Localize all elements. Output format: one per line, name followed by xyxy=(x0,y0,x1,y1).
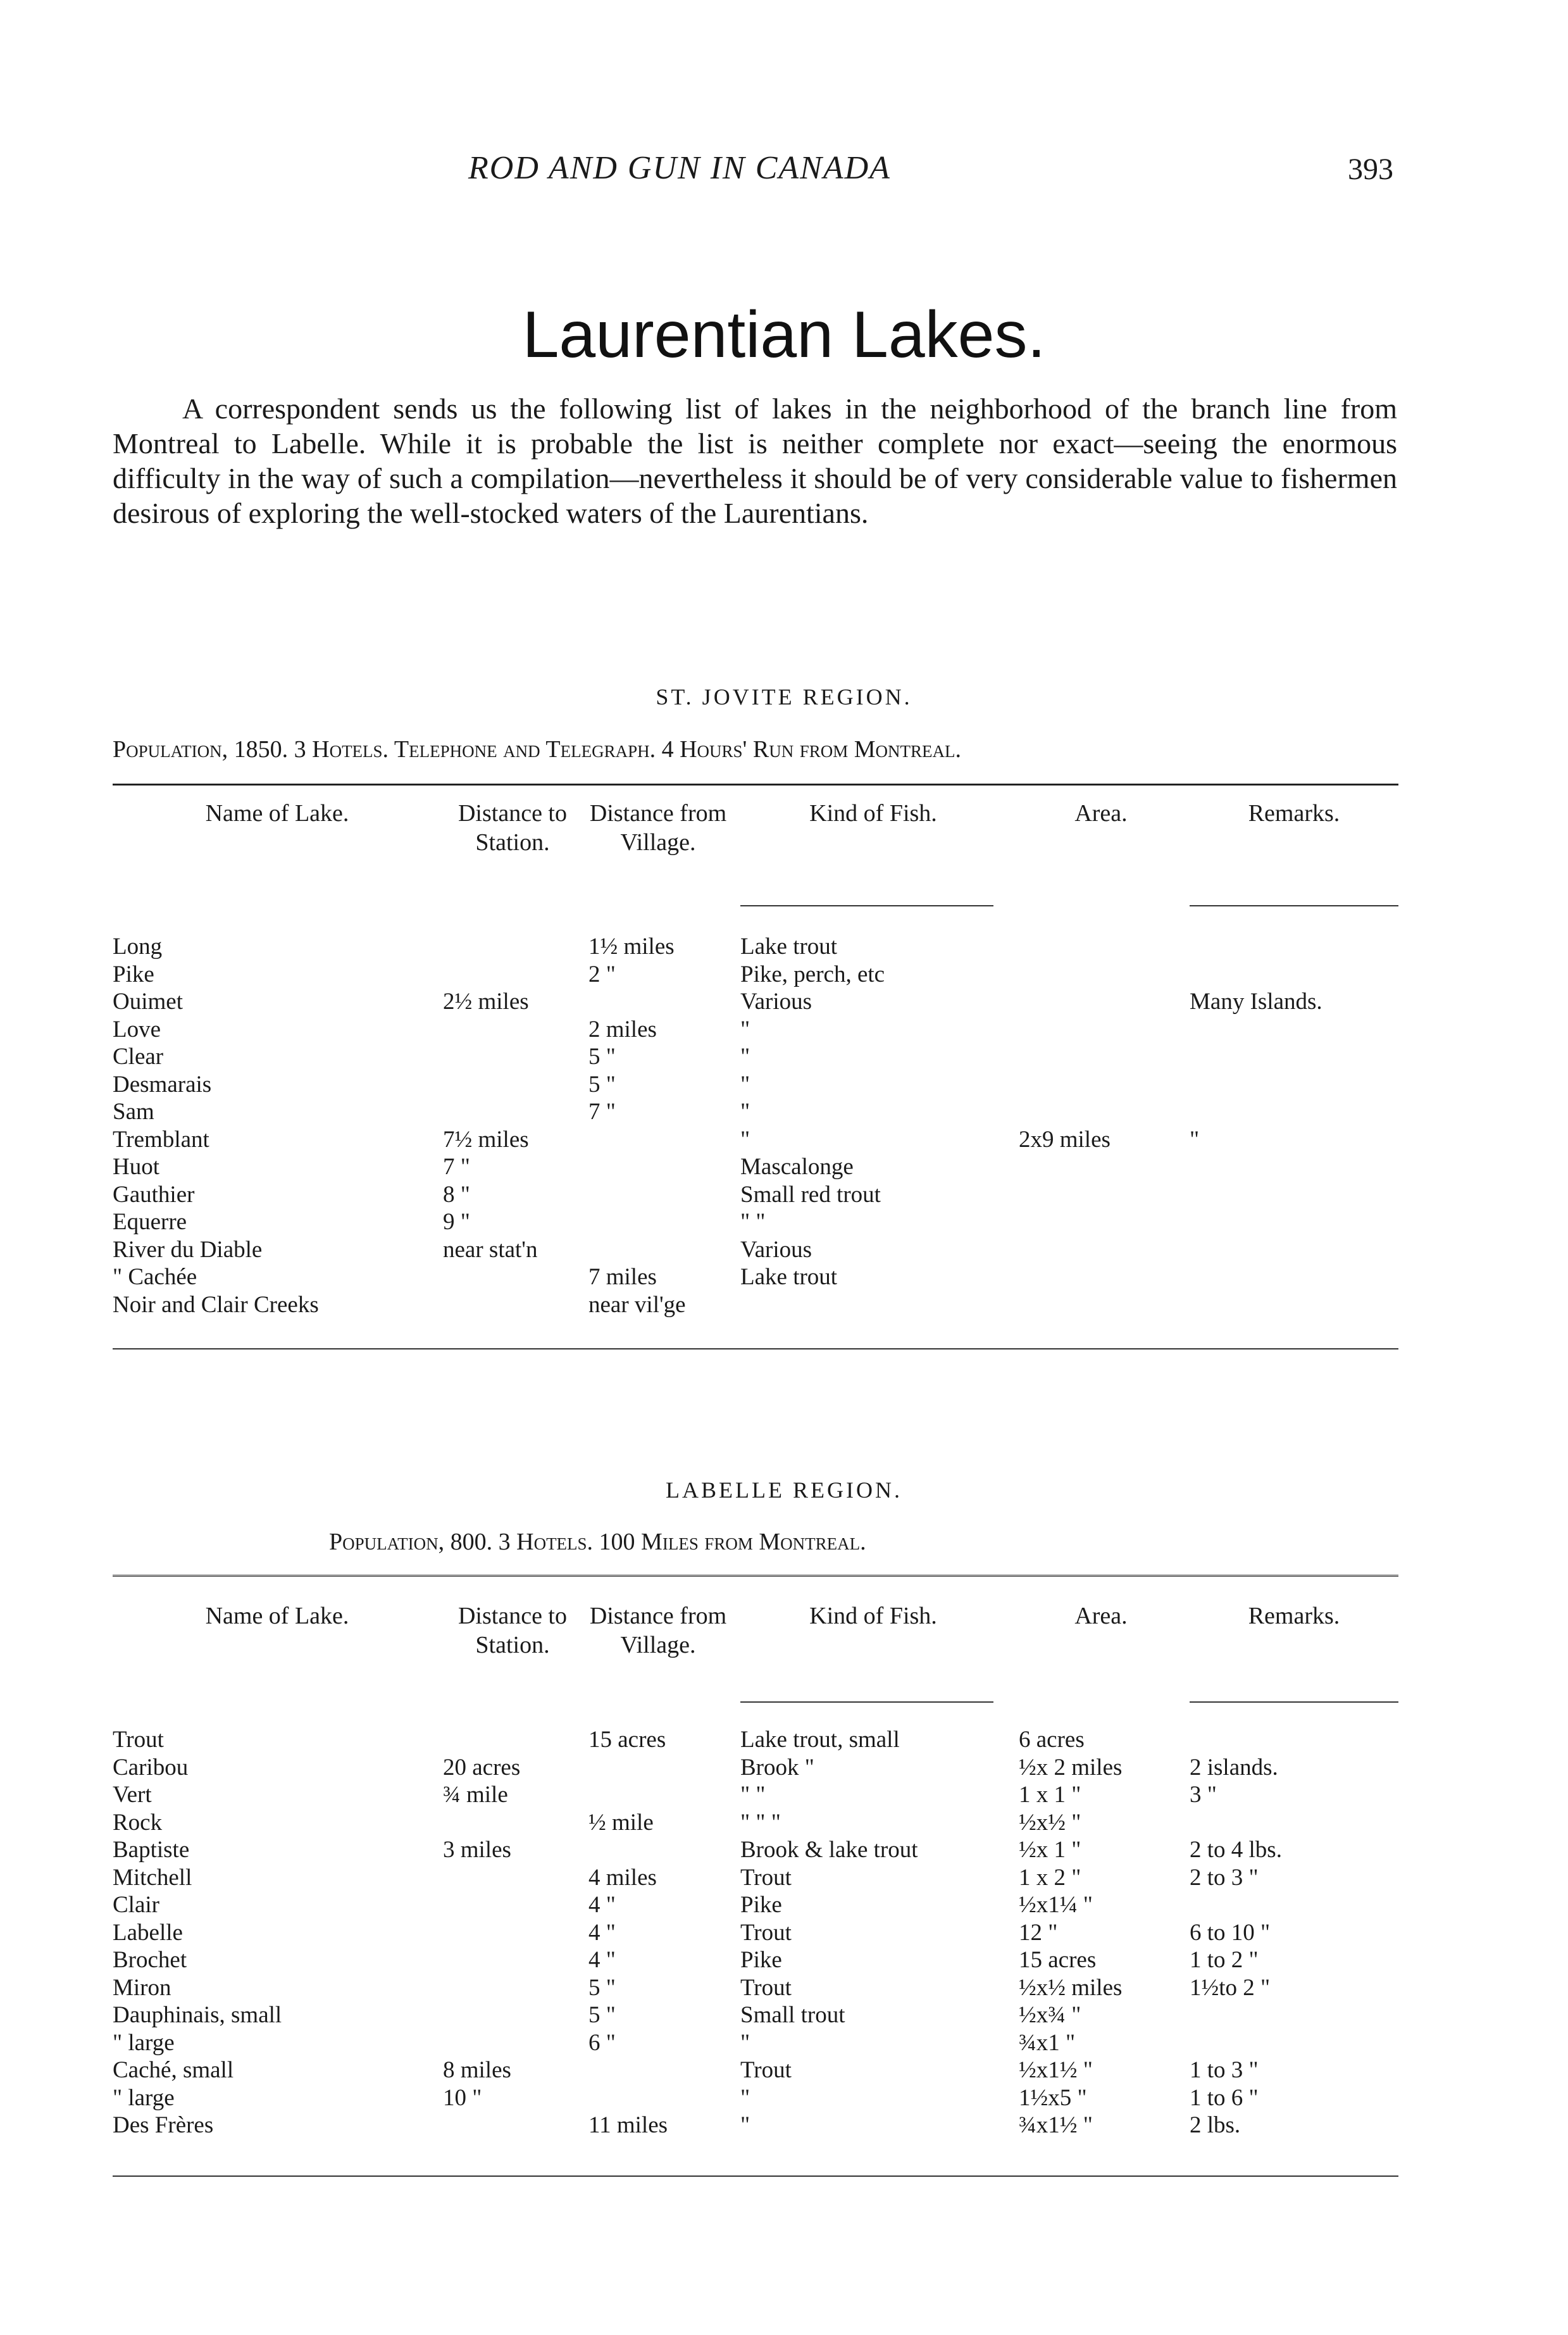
table-row xyxy=(0,2001,1568,2029)
table-row xyxy=(0,1754,1568,1782)
table-row xyxy=(0,1946,1568,1974)
table-cell-village: 6 " xyxy=(588,2029,616,2056)
table-cell-fish: Mascalonge xyxy=(740,1154,854,1180)
table-cell-remarks: 2 lbs. xyxy=(1190,2112,1241,2138)
table-cell-area: ¾x1 " xyxy=(1019,2029,1076,2056)
header-underline xyxy=(1190,1701,1398,1703)
st-jovite-region-info: Population, 1850. 3 Hotels. Telephone and Telegraph. 4 Hours' Run from Montreal. xyxy=(113,736,962,763)
table-cell-village: 5 " xyxy=(588,1044,616,1070)
table-bottom-rule xyxy=(113,2175,1398,2177)
table-cell-name: Miron xyxy=(113,1974,171,2001)
table-row xyxy=(0,1974,1568,2002)
table-cell-fish: " xyxy=(740,2112,750,2138)
table-cell-fish: Brook " xyxy=(740,1754,814,1781)
table-cell-fish: " " " xyxy=(740,1809,781,1836)
column-header: Distance from Village. xyxy=(589,1603,727,1658)
table-row xyxy=(0,2029,1568,2057)
table-cell-village: 7 miles xyxy=(588,1264,657,1290)
table-cell-village: 5 " xyxy=(588,2002,616,2028)
table-cell-fish: Brook & lake trout xyxy=(740,1837,918,1863)
table-row xyxy=(0,1291,1568,1319)
table-cell-name: River du Diable xyxy=(113,1236,263,1263)
table-cell-area: 12 " xyxy=(1019,1919,1058,1946)
table-cell-village: 4 " xyxy=(588,1919,616,1946)
table-cell-name: Rock xyxy=(113,1809,163,1836)
table-cell-area: 1 x 1 " xyxy=(1019,1782,1081,1808)
table-cell-village: 15 acres xyxy=(588,1727,666,1753)
table-cell-remarks: 1 to 6 " xyxy=(1190,2084,1259,2111)
st-jovite-region-title: ST. JOVITE REGION. xyxy=(656,684,912,710)
table-row xyxy=(0,1891,1568,1919)
table-cell-station: near stat'n xyxy=(443,1236,538,1263)
table-row xyxy=(0,1263,1568,1291)
table-cell-area: ½x½ " xyxy=(1019,1809,1081,1836)
column-header: Remarks. xyxy=(1248,800,1340,827)
table-cell-station: 7 " xyxy=(443,1154,470,1180)
table-row xyxy=(0,1126,1568,1154)
table-cell-name: Mitchell xyxy=(113,1864,192,1891)
table-cell-fish: Trout xyxy=(740,1919,792,1946)
labelle-region-title: LABELLE REGION. xyxy=(666,1477,902,1503)
table-cell-village: 5 " xyxy=(588,1071,616,1098)
table-cell-station: 20 acres xyxy=(443,1754,521,1781)
table-cell-village: 4 " xyxy=(588,1947,616,1973)
column-header: Kind of Fish. xyxy=(809,1603,937,1629)
table-cell-remarks: " xyxy=(1190,1126,1200,1153)
table-cell-area: 15 acres xyxy=(1019,1947,1097,1973)
table-row xyxy=(0,1836,1568,1864)
table-cell-area: 2x9 miles xyxy=(1019,1126,1111,1153)
table-cell-remarks: Many Islands. xyxy=(1190,989,1322,1015)
column-header: Area. xyxy=(1074,800,1128,827)
table-cell-village: 2 " xyxy=(588,961,616,987)
table-cell-fish: Various xyxy=(740,1236,812,1263)
table-row xyxy=(0,1726,1568,1754)
table-cell-name: Vert xyxy=(113,1782,152,1808)
table-cell-remarks: 2 to 3 " xyxy=(1190,1864,1259,1891)
table-row xyxy=(0,933,1568,961)
table-cell-fish: Various xyxy=(740,989,812,1015)
table-cell-name: Des Frères xyxy=(113,2112,214,2138)
table-cell-name: Desmarais xyxy=(113,1071,212,1098)
column-header: Distance to Station. xyxy=(457,1603,567,1658)
table-cell-station: 8 miles xyxy=(443,2057,511,2083)
table-cell-remarks: 2 islands. xyxy=(1190,1754,1278,1781)
intro-paragraph: A correspondent sends us the following list of lakes in the neighborhood of the branch line from Montreal to Labelle. While it is probable the list is neither complete nor exact—seeing the enormous difficulty in the way of such a compilation—nevertheless it should be of very considerable value to fishermen desirous of exploring the well-stocked waters of the Laurentians. xyxy=(113,392,1397,529)
table-cell-name: Caché, small xyxy=(113,2057,234,2083)
table-top-rule xyxy=(113,784,1398,786)
table-cell-area: ½x1¼ " xyxy=(1019,1892,1093,1918)
table-row xyxy=(0,1071,1568,1099)
table-cell-village: 7 " xyxy=(588,1099,616,1125)
table-cell-fish: Lake trout, small xyxy=(740,1727,900,1753)
table-cell-village: 1½ miles xyxy=(588,934,675,960)
table-cell-fish: " xyxy=(740,2084,750,2111)
column-header: Name of Lake. xyxy=(205,800,349,827)
table-cell-area: ½x 2 miles xyxy=(1019,1754,1123,1781)
table-cell-village: near vil'ge xyxy=(588,1291,686,1318)
table-cell-fish: Pike xyxy=(740,1892,782,1918)
table-cell-name: Tremblant xyxy=(113,1126,209,1153)
table-cell-name: Gauthier xyxy=(113,1181,195,1208)
table-cell-village: ½ mile xyxy=(588,1809,654,1836)
table-cell-station: ¾ mile xyxy=(443,1782,508,1808)
table-cell-fish: Lake trout xyxy=(740,1264,838,1290)
table-cell-area: ½x½ miles xyxy=(1019,1974,1123,2001)
table-cell-name: Clear xyxy=(113,1044,164,1070)
table-cell-name: Trout xyxy=(113,1727,164,1753)
table-bottom-rule xyxy=(113,1348,1398,1349)
table-cell-station: 7½ miles xyxy=(443,1126,529,1153)
table-cell-name: " large xyxy=(113,2029,175,2056)
table-row xyxy=(0,2112,1568,2139)
table-row xyxy=(0,988,1568,1016)
table-cell-station: 10 " xyxy=(443,2084,482,2111)
table-cell-fish: Trout xyxy=(740,1974,792,2001)
running-title: ROD AND GUN IN CANADA xyxy=(468,150,891,186)
table-cell-area: ½x¾ " xyxy=(1019,2002,1081,2028)
table-cell-village: 4 miles xyxy=(588,1864,657,1891)
table-row xyxy=(0,1016,1568,1044)
table-cell-fish: Trout xyxy=(740,2057,792,2083)
column-header: Remarks. xyxy=(1248,1603,1340,1629)
table-cell-name: Equerre xyxy=(113,1209,187,1235)
table-cell-remarks: 3 " xyxy=(1190,1782,1217,1808)
table-cell-station: 8 " xyxy=(443,1181,470,1208)
table-cell-area: ¾x1½ " xyxy=(1019,2112,1093,2138)
table-cell-name: Long xyxy=(113,934,163,960)
table-row xyxy=(0,1919,1568,1947)
table-cell-fish: " " xyxy=(740,1782,766,1808)
table-cell-fish: " xyxy=(740,1099,750,1125)
table-cell-name: Ouimet xyxy=(113,989,183,1015)
table-cell-remarks: 2 to 4 lbs. xyxy=(1190,1837,1282,1863)
table-cell-fish: " xyxy=(740,1016,750,1042)
table-cell-name: " large xyxy=(113,2084,175,2111)
running-head xyxy=(0,149,1568,200)
table-cell-village: 2 miles xyxy=(588,1016,657,1042)
table-cell-fish: Small red trout xyxy=(740,1181,881,1208)
table-cell-remarks: 1 to 3 " xyxy=(1190,2057,1259,2083)
table-cell-remarks: 1 to 2 " xyxy=(1190,1947,1259,1973)
table-cell-fish: " xyxy=(740,1044,750,1070)
table-cell-remarks: 1½to 2 " xyxy=(1190,1974,1271,2001)
header-underline xyxy=(740,905,993,906)
table-row xyxy=(0,1153,1568,1181)
table-row xyxy=(0,1043,1568,1071)
table-cell-name: Labelle xyxy=(113,1919,183,1946)
table-cell-area: 1 x 2 " xyxy=(1019,1864,1081,1891)
table-cell-name: Caribou xyxy=(113,1754,189,1781)
table-row xyxy=(0,2056,1568,2084)
table-row xyxy=(0,2084,1568,2112)
table-cell-area: 1½x5 " xyxy=(1019,2084,1087,2111)
table-cell-name: Baptiste xyxy=(113,1837,190,1863)
table-cell-village: 5 " xyxy=(588,1974,616,2001)
table-cell-fish: " " xyxy=(740,1209,766,1235)
article-title: Laurentian Lakes. xyxy=(522,298,1046,372)
table-row xyxy=(0,1864,1568,1892)
column-header: Distance from Village. xyxy=(589,800,727,856)
table-cell-name: Pike xyxy=(113,961,154,987)
table-cell-fish: Lake trout xyxy=(740,934,838,960)
page-number: 393 xyxy=(1348,153,1393,186)
table-cell-station: 2½ miles xyxy=(443,989,529,1015)
table-cell-remarks: 6 to 10 " xyxy=(1190,1919,1271,1946)
table-cell-area: ½x 1 " xyxy=(1019,1837,1081,1863)
table-cell-name: Love xyxy=(113,1016,161,1042)
column-header: Distance to Station. xyxy=(457,800,567,856)
table-row xyxy=(0,1809,1568,1837)
table-row xyxy=(0,1781,1568,1809)
table-cell-area: 6 acres xyxy=(1019,1727,1085,1753)
table-cell-area: ½x1½ " xyxy=(1019,2057,1093,2083)
table-cell-name: Dauphinais, small xyxy=(113,2002,282,2028)
table-row xyxy=(0,1236,1568,1264)
table-cell-name: Clair xyxy=(113,1892,159,1918)
labelle-region-info: Population, 800. 3 Hotels. 100 Miles from Montreal. xyxy=(329,1529,866,1555)
table-cell-name: " Cachée xyxy=(113,1264,197,1290)
table-cell-fish: Pike, perch, etc xyxy=(740,961,885,987)
table-cell-fish: Trout xyxy=(740,1864,792,1891)
table-row xyxy=(0,1098,1568,1126)
table-cell-name: Noir and Clair Creeks xyxy=(113,1291,319,1318)
table-top-rule xyxy=(113,1575,1398,1578)
table-cell-village: 11 miles xyxy=(588,2112,668,2138)
table-row xyxy=(0,961,1568,989)
table-cell-village: 4 " xyxy=(588,1892,616,1918)
table-cell-fish: " xyxy=(740,2029,750,2056)
column-header: Area. xyxy=(1074,1603,1128,1629)
table-cell-fish: Small trout xyxy=(740,2002,845,2028)
table-cell-fish: " xyxy=(740,1071,750,1098)
table-cell-name: Sam xyxy=(113,1099,154,1125)
table-cell-fish: " xyxy=(740,1126,750,1153)
table-cell-station: 3 miles xyxy=(443,1837,511,1863)
column-header: Kind of Fish. xyxy=(809,800,937,827)
header-underline xyxy=(740,1701,993,1703)
column-header: Name of Lake. xyxy=(205,1603,349,1629)
header-underline xyxy=(1190,905,1398,906)
table-row xyxy=(0,1208,1568,1236)
table-cell-fish: Pike xyxy=(740,1947,782,1973)
table-row xyxy=(0,1181,1568,1209)
table-cell-station: 9 " xyxy=(443,1209,470,1235)
table-cell-name: Huot xyxy=(113,1154,159,1180)
table-cell-name: Brochet xyxy=(113,1947,187,1973)
